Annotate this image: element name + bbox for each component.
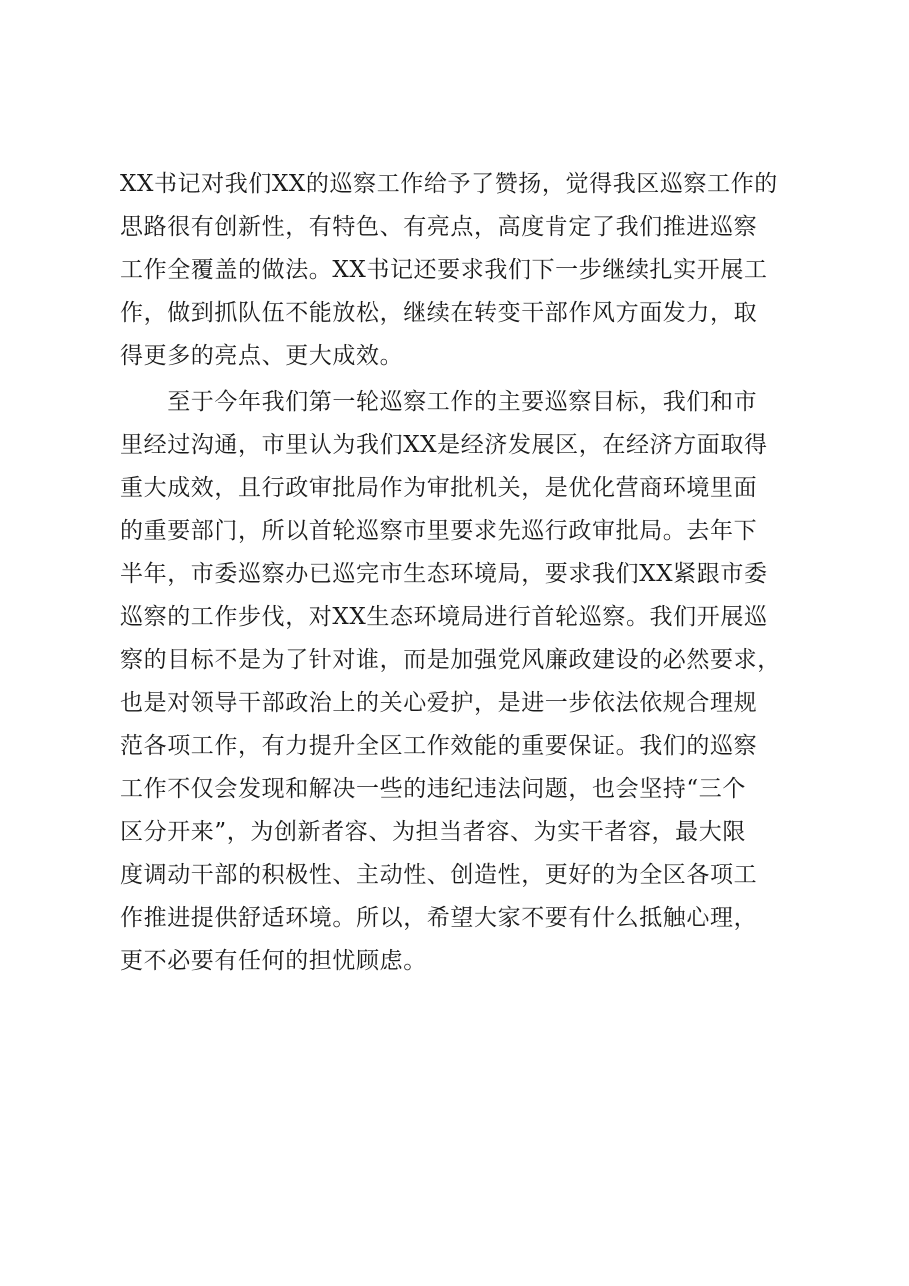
paragraph-2-line-8: 也是对领导干部政治上的关心爱护，是进一步依法依规合理规 [120,690,758,716]
paragraph-2-line-14: 更不必要有任何的担忧顾虑。 [120,948,427,974]
paragraph-2-line-10: 工作不仅会发现和解决一些的违纪违法问题，也会坚持“三个 [120,776,746,802]
paragraph-1-line-2: 思路很有创新性，有特色、有亮点，高度肯定了我们推进巡察 [120,214,758,240]
document-body [120,163,800,983]
paragraph-2-line-5: 半年，市委巡察办已巡完市生态环境局，要求我们XX紧跟市委 [120,561,768,587]
paragraph-2-line-12: 度调动干部的积极性、主动性、创造性，更好的为全区各项工 [120,862,758,888]
paragraph-2-line-7: 察的目标不是为了针对谁，而是加强党风廉政建设的必然要求， [120,647,781,673]
paragraph-2-line-11: 区分开来”，为创新者容、为担当者容、为实干者容，最大限 [120,819,746,845]
paragraph-1-line-4: 作，做到抓队伍不能放松，继续在转变干部作风方面发力，取 [120,300,758,326]
paragraph-2-line-1: 至于今年我们第一轮巡察工作的主要巡察目标，我们和市 [120,389,758,415]
paragraph-1-line-5: 得更多的亮点、更大成效。 [120,343,404,369]
paragraph-2-line-4: 的重要部门，所以首轮巡察市里要求先巡行政审批局。去年下 [120,518,758,544]
paragraph-2-line-13: 作推进提供舒适环境。所以，希望大家不要有什么抵触心理， [120,905,758,931]
paragraph-1-line-1: XX书记对我们XX的巡察工作给予了赞扬，觉得我区巡察工作的 [120,171,778,197]
paragraph-2-line-2: 里经过沟通，市里认为我们XX是经济发展区，在经济方面取得 [120,432,768,458]
paragraph-2-line-9: 范各项工作，有力提升全区工作效能的重要保证。我们的巡察 [120,733,758,759]
paragraph-1-line-3: 工作全覆盖的做法。XX书记还要求我们下一步继续扎实开展工 [120,257,768,283]
paragraph-2-line-3: 重大成效，且行政审批局作为审批机关，是优化营商环境里面 [120,475,758,501]
paragraph-2-line-6: 巡察的工作步伐，对XX生态环境局进行首轮巡察。我们开展巡 [120,604,768,630]
